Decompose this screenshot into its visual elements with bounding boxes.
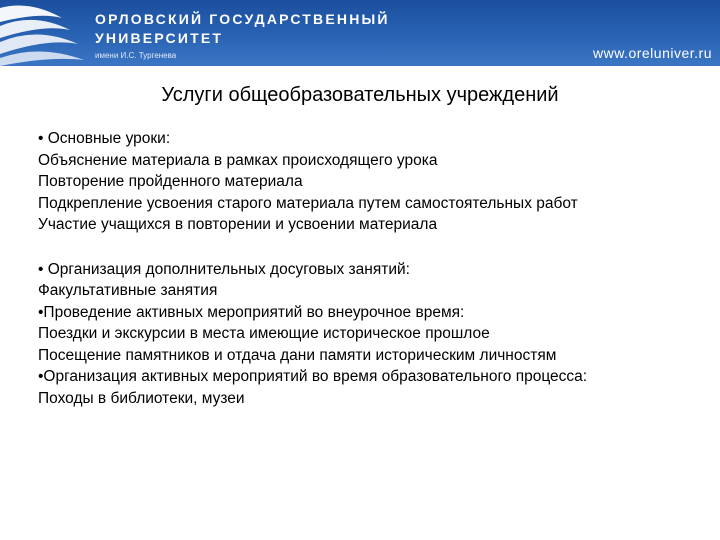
bullet-educational-events: •Организация активных мероприятий во время образовательного процесса: (38, 368, 588, 385)
university-name-line1: ОРЛОВСКИЙ ГОСУДАРСТВЕННЫЙ (95, 11, 390, 27)
slide-content (38, 128, 708, 409)
list-item: Повторение пройденного материала (38, 173, 303, 190)
list-item: Участие учащихся в повторении и усвоении материала (38, 216, 438, 233)
list-item: Поездки и экскурсии в места имеющие историческое прошлое (38, 325, 490, 342)
bullet-main-lessons: • Основные уроки: (38, 130, 171, 147)
list-item: Объяснение материала в рамках происходящего урока (38, 151, 438, 169)
list-item: Подкрепление усвоения старого материала путем самостоятельных работ (38, 194, 578, 212)
university-name-line2: УНИВЕРСИТЕТ (95, 30, 224, 46)
university-subtitle: имени И.С. Тургенева (95, 51, 177, 60)
bullet-leisure-activities: • Организация дополнительных досуговых занятий: (38, 260, 410, 278)
site-url[interactable]: www.oreluniver.ru (593, 45, 712, 61)
header-banner (0, 0, 720, 66)
list-item: Посещение памятников и отдача дани памяти историческим личностям (38, 346, 557, 364)
list-item: Походы в библиотеки, музеи (38, 389, 245, 407)
bullet-extracurricular-events: •Проведение активных мероприятий во внеурочное время: (38, 303, 465, 321)
list-item: Факультативные занятия (38, 282, 218, 299)
bird-wing-logo-icon (0, 0, 90, 66)
slide-title: Услуги общеобразовательных учреждений (161, 84, 559, 106)
block-spacer (38, 236, 708, 259)
